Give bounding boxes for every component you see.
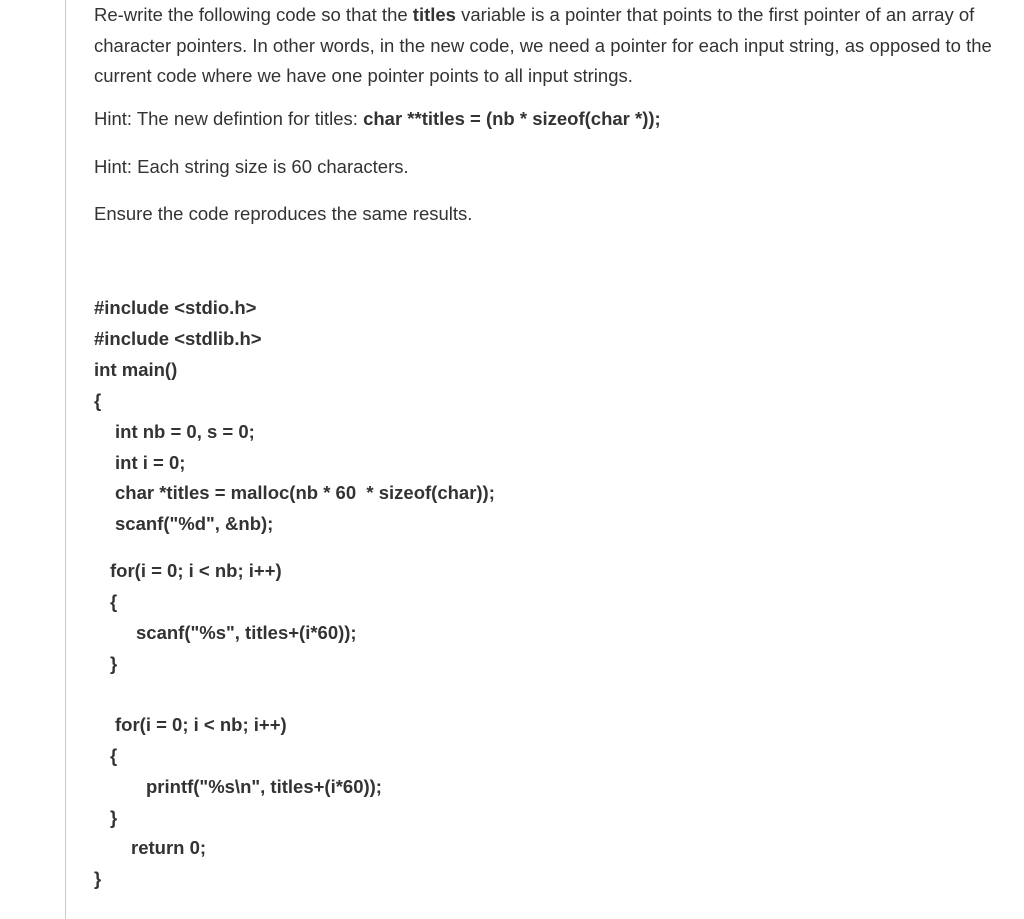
code-declare-nb-s: int nb = 0, s = 0;	[115, 421, 255, 442]
left-border-rule	[65, 0, 66, 919]
code-main-open-brace: {	[94, 390, 102, 411]
code-printf-titles: printf("%s\n", titles+(i*60));	[146, 776, 382, 797]
code-for-loop-read: for(i = 0; i < nb; i++)	[110, 560, 282, 581]
hint-definition	[94, 108, 661, 130]
code-declare-i: int i = 0;	[115, 452, 186, 473]
code-include-stdlib: #include <stdlib.h>	[94, 328, 262, 349]
code-scanf-titles: scanf("%s", titles+(i*60));	[136, 622, 357, 643]
code-include-stdio: #include <stdio.h>	[94, 297, 257, 318]
code-return-statement: return 0;	[131, 837, 207, 858]
code-for-print-close-brace: }	[110, 807, 118, 828]
code-for-loop-print: for(i = 0; i < nb; i++)	[115, 714, 287, 735]
code-declare-titles: char *titles = malloc(nb * 60 * sizeof(char));	[115, 482, 495, 503]
hint-string-size: Hint: Each string size is 60 characters.	[94, 156, 409, 177]
code-for-read-close-brace: }	[110, 653, 118, 674]
instruction-bold-titles: titles	[412, 4, 456, 25]
code-scanf-nb: scanf("%d", &nb);	[115, 513, 274, 534]
ensure-results-text: Ensure the code reproduces the same results.	[94, 203, 473, 224]
instruction-text-start: Re-write the following code so that the	[94, 4, 413, 25]
instruction-paragraph	[94, 0, 1019, 92]
instruction-text-end: variable is a pointer that points to the first pointer of an array of character pointers. In other words, in the new code, we need a pointer for each input string, as opposed to the current code where we have one pointer points to all input strings.	[94, 4, 992, 86]
code-for-print-open-brace: {	[110, 745, 118, 766]
hint-definition-code: char **titles = (nb * sizeof(char *));	[363, 108, 661, 129]
code-main-signature: int main()	[94, 359, 178, 380]
code-for-read-open-brace: {	[110, 591, 118, 612]
code-main-close-brace: }	[94, 868, 102, 889]
hint-definition-prefix: Hint: The new defintion for titles:	[94, 108, 364, 129]
